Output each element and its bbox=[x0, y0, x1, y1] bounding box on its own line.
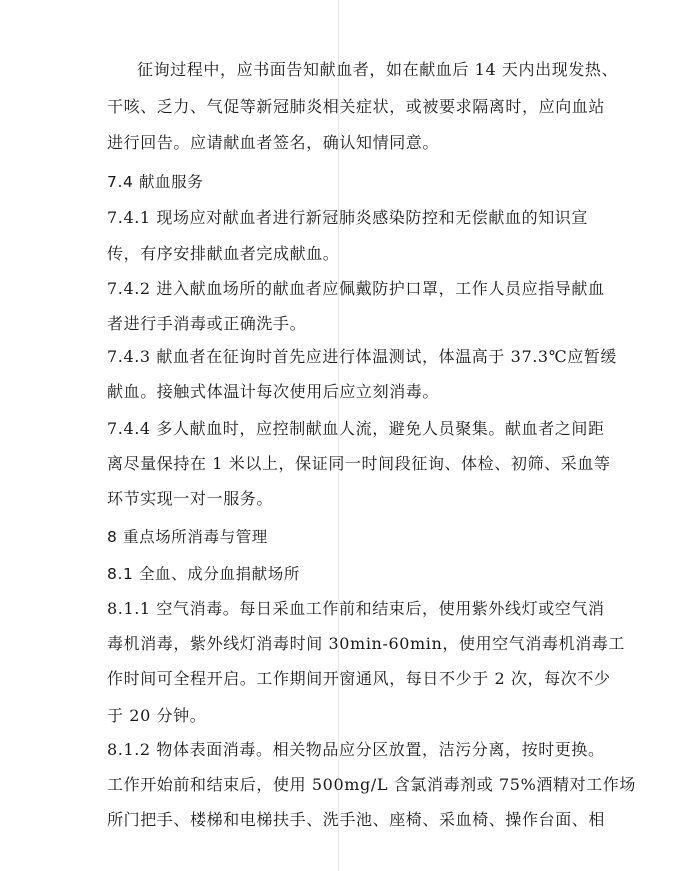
section-heading-8: 8 重点场所消毒与管理 bbox=[107, 528, 268, 546]
paragraph-line: 于 20 分钟。 bbox=[107, 706, 207, 725]
paragraph-line: 者进行手消毒或正确洗手。 bbox=[107, 314, 307, 333]
paragraph-line: 征询过程中，应书面告知献血者，如在献血后 14 天内出现发热、 bbox=[137, 60, 619, 79]
paragraph-line: 作时间可全程开启。工作期间开窗通风，每日不少于 2 次，每次不少 bbox=[107, 669, 611, 688]
paragraph-line: 干咳、乏力、气促等新冠肺炎相关症状，或被要求隔离时，应向血站 bbox=[107, 97, 606, 116]
paragraph-line: 7.4.3 献血者在征询时首先应进行体温测试，体温高于 37.3℃应暂缓 bbox=[107, 347, 618, 366]
paragraph-line: 毒机消毒，紫外线灯消毒时间 30min-60min，使用空气消毒机消毒工 bbox=[107, 634, 625, 653]
paragraph-line: 环节实现一对一服务。 bbox=[107, 489, 274, 508]
paragraph-line: 所门把手、楼梯和电梯扶手、洗手池、座椅、采血椅、操作台面、相 bbox=[107, 810, 606, 829]
paragraph-line: 离尽量保持在 1 米以上，保证同一时间段征询、体检、初筛、采血等 bbox=[107, 454, 611, 473]
paragraph-line: 7.4.1 现场应对献血者进行新冠肺炎感染防控和无偿献血的知识宣 bbox=[107, 208, 588, 227]
paragraph-line: 献血。接触式体温计每次使用后应立刻消毒。 bbox=[107, 382, 440, 401]
section-heading-8-1: 8.1 全血、成分血捐献场所 bbox=[107, 565, 300, 583]
paragraph-line: 进行回告。应请献血者签名，确认知情同意。 bbox=[107, 133, 440, 152]
paragraph-line: 8.1.2 物体表面消毒。相关物品应分区放置，洁污分离，按时更换。 bbox=[107, 740, 605, 759]
paragraph-line: 传，有序安排献血者完成献血。 bbox=[107, 244, 340, 263]
paragraph-line: 7.4.4 多人献血时，应控制献血人流，避免人员聚集。献血者之间距 bbox=[107, 419, 605, 438]
section-heading-7-4: 7.4 献血服务 bbox=[107, 173, 204, 191]
paragraph-line: 8.1.1 空气消毒。每日采血工作前和结束后，使用紫外线灯或空气消 bbox=[107, 599, 605, 618]
paragraph-line: 7.4.2 进入献血场所的献血者应佩戴防护口罩，工作人员应指导献血 bbox=[107, 279, 605, 298]
paragraph-line: 工作开始前和结束后，使用 500mg/L 含氯消毒剂或 75%酒精对工作场 bbox=[107, 775, 636, 794]
